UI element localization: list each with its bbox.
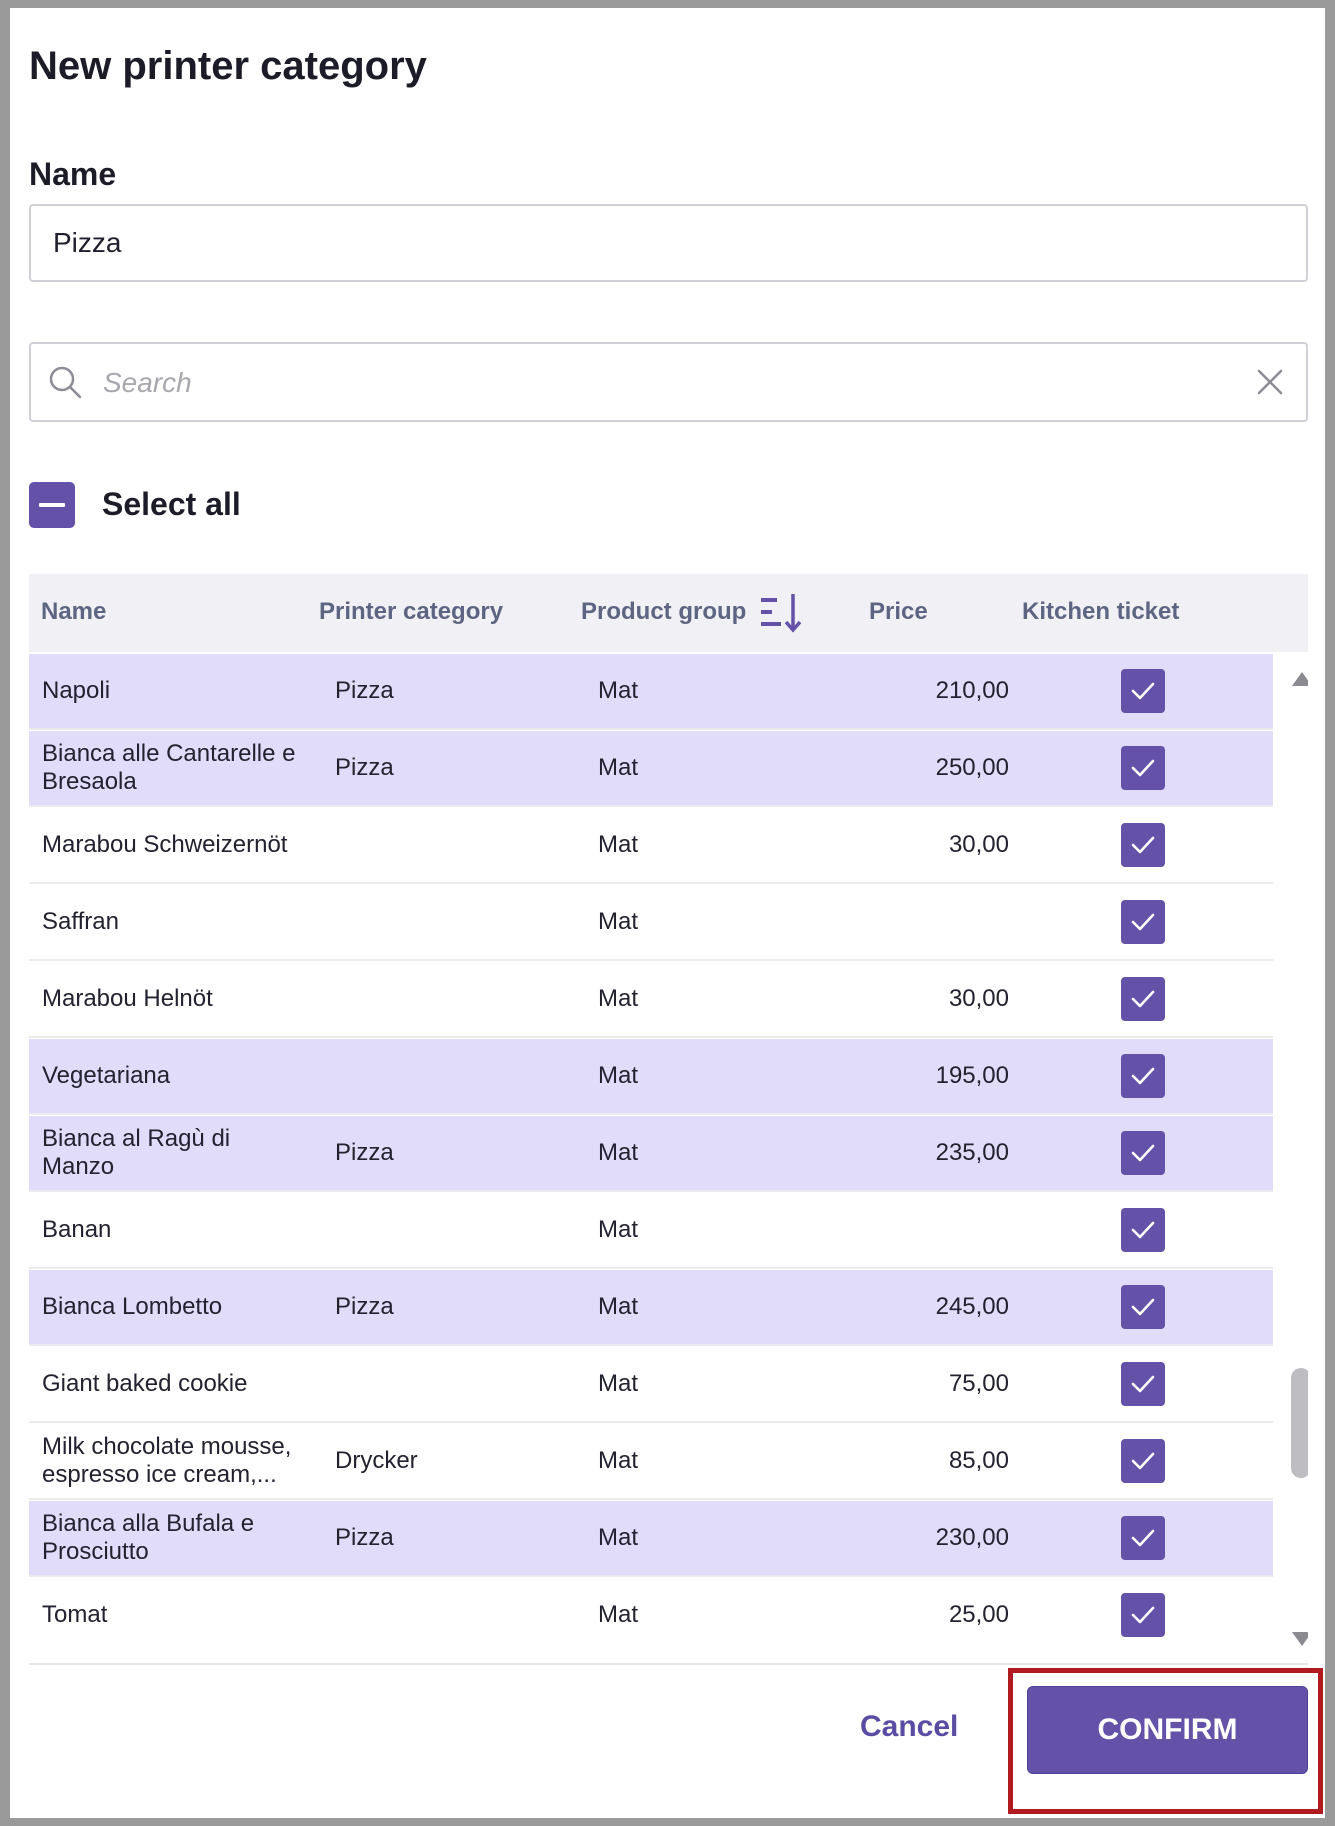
- row-product-group: Mat: [598, 1601, 639, 1628]
- row-name: Vegetariana: [42, 1062, 171, 1089]
- check-icon: [1129, 1293, 1157, 1321]
- check-icon: [1129, 1601, 1157, 1629]
- row-name: Bianca alle Cantarelle e Bresaola: [42, 740, 296, 795]
- row-price: 85,00: [948, 1447, 1009, 1474]
- row-price: 75,00: [948, 1370, 1009, 1397]
- row-name: Saffran: [42, 908, 119, 935]
- scroll-up-arrow-icon[interactable]: [1291, 670, 1308, 688]
- row-product-group: Mat: [598, 1524, 639, 1551]
- kitchen-ticket-checkbox[interactable]: [1121, 1208, 1165, 1252]
- row-price: 245,00: [935, 1293, 1009, 1320]
- row-product-group: Mat: [598, 985, 639, 1012]
- row-name: Bianca al Ragù di Manzo: [42, 1125, 231, 1180]
- check-icon: [1129, 908, 1157, 936]
- dialog-title: New printer category: [29, 44, 427, 88]
- table-row[interactable]: [29, 1270, 1273, 1344]
- search-input[interactable]: [101, 354, 1205, 412]
- row-product-group: Mat: [598, 677, 639, 704]
- row-price: 30,00: [948, 985, 1009, 1012]
- check-icon: [1129, 985, 1157, 1013]
- row-printer-category: Drycker: [335, 1447, 418, 1474]
- table-row[interactable]: [29, 654, 1273, 728]
- check-icon: [1129, 1216, 1157, 1244]
- search-box: [29, 342, 1308, 422]
- check-icon: [1129, 1370, 1157, 1398]
- kitchen-ticket-checkbox[interactable]: [1121, 1516, 1165, 1560]
- kitchen-ticket-checkbox[interactable]: [1121, 1362, 1165, 1406]
- row-price: 235,00: [935, 1139, 1009, 1166]
- kitchen-ticket-checkbox[interactable]: [1121, 823, 1165, 867]
- row-price: 30,00: [948, 831, 1009, 858]
- kitchen-ticket-checkbox[interactable]: [1121, 900, 1165, 944]
- confirm-button[interactable]: CONFIRM: [1027, 1686, 1308, 1774]
- table-row[interactable]: [29, 885, 1273, 959]
- check-icon: [1129, 1447, 1157, 1475]
- sort-descending-icon[interactable]: [759, 592, 805, 634]
- check-icon: [1129, 1062, 1157, 1090]
- table-header: [29, 574, 1308, 652]
- row-product-group: Mat: [598, 1216, 639, 1243]
- row-product-group: Mat: [598, 1293, 639, 1320]
- close-icon[interactable]: [1254, 366, 1286, 398]
- select-all-checkbox[interactable]: [29, 482, 75, 528]
- row-product-group: Mat: [598, 908, 639, 935]
- row-name: Bianca alla Bufala e Prosciutto: [42, 1510, 255, 1565]
- kitchen-ticket-checkbox[interactable]: [1121, 1054, 1165, 1098]
- new-printer-category-dialog: [10, 8, 1325, 1818]
- kitchen-ticket-checkbox[interactable]: [1121, 746, 1165, 790]
- row-price: 230,00: [935, 1524, 1009, 1551]
- column-header-price[interactable]: Price: [869, 598, 928, 625]
- kitchen-ticket-checkbox[interactable]: [1121, 1131, 1165, 1175]
- row-product-group: Mat: [598, 754, 639, 781]
- kitchen-ticket-checkbox[interactable]: [1121, 1439, 1165, 1483]
- table-row[interactable]: [29, 731, 1273, 805]
- check-icon: [1129, 1139, 1157, 1167]
- row-name: Tomat: [42, 1601, 108, 1628]
- table-row[interactable]: [29, 1347, 1273, 1421]
- table-row[interactable]: [29, 808, 1273, 882]
- row-price: 210,00: [935, 677, 1009, 704]
- row-name: Napoli: [42, 677, 111, 704]
- check-icon: [1129, 1524, 1157, 1552]
- table-row[interactable]: [29, 1578, 1273, 1652]
- row-name: Milk chocolate mousse, espresso ice cream,...: [42, 1433, 292, 1488]
- table-row[interactable]: [29, 1116, 1273, 1190]
- cancel-button[interactable]: Cancel: [860, 1710, 959, 1743]
- column-header-printer-category[interactable]: Printer category: [319, 598, 504, 625]
- table-row[interactable]: [29, 1193, 1273, 1267]
- row-product-group: Mat: [598, 1062, 639, 1089]
- row-name: Marabou Helnöt: [42, 985, 213, 1012]
- name-input[interactable]: [29, 204, 1308, 282]
- row-name: Marabou Schweizernöt: [42, 831, 288, 858]
- row-printer-category: Pizza: [335, 1139, 394, 1166]
- row-product-group: Mat: [598, 1447, 639, 1474]
- table-row[interactable]: [29, 1424, 1273, 1498]
- scroll-down-arrow-icon[interactable]: [1291, 1630, 1308, 1648]
- row-product-group: Mat: [598, 1370, 639, 1397]
- column-header-name[interactable]: Name: [41, 598, 107, 625]
- row-printer-category: Pizza: [335, 1293, 394, 1320]
- row-printer-category: Pizza: [335, 754, 394, 781]
- indeterminate-dash-icon: [39, 503, 65, 507]
- kitchen-ticket-checkbox[interactable]: [1121, 669, 1165, 713]
- column-header-product-group[interactable]: Product group: [581, 598, 747, 625]
- row-printer-category: Pizza: [335, 677, 394, 704]
- table-row[interactable]: [29, 1501, 1273, 1575]
- kitchen-ticket-checkbox[interactable]: [1121, 977, 1165, 1021]
- row-product-group: Mat: [598, 831, 639, 858]
- row-name: Bianca Lombetto: [42, 1293, 223, 1320]
- search-icon: [47, 364, 83, 400]
- scrollbar-thumb[interactable]: [1291, 1368, 1308, 1478]
- row-name: Giant baked cookie: [42, 1370, 248, 1397]
- row-price: 195,00: [935, 1062, 1009, 1089]
- footer-divider: [29, 1663, 1308, 1665]
- select-all-label: Select all: [102, 486, 241, 522]
- check-icon: [1129, 754, 1157, 782]
- table-row[interactable]: [29, 1039, 1273, 1113]
- row-printer-category: Pizza: [335, 1524, 394, 1551]
- row-name: Banan: [42, 1216, 112, 1243]
- row-price: 25,00: [948, 1601, 1009, 1628]
- table-row[interactable]: [29, 962, 1273, 1036]
- column-header-kitchen-ticket[interactable]: Kitchen ticket: [1022, 598, 1180, 625]
- check-icon: [1129, 677, 1157, 705]
- kitchen-ticket-checkbox[interactable]: [1121, 1285, 1165, 1329]
- row-price: 250,00: [935, 754, 1009, 781]
- product-table-body: [29, 652, 1308, 1652]
- name-field-label: Name: [29, 156, 117, 192]
- kitchen-ticket-checkbox[interactable]: [1121, 1593, 1165, 1637]
- row-product-group: Mat: [598, 1139, 639, 1166]
- check-icon: [1129, 831, 1157, 859]
